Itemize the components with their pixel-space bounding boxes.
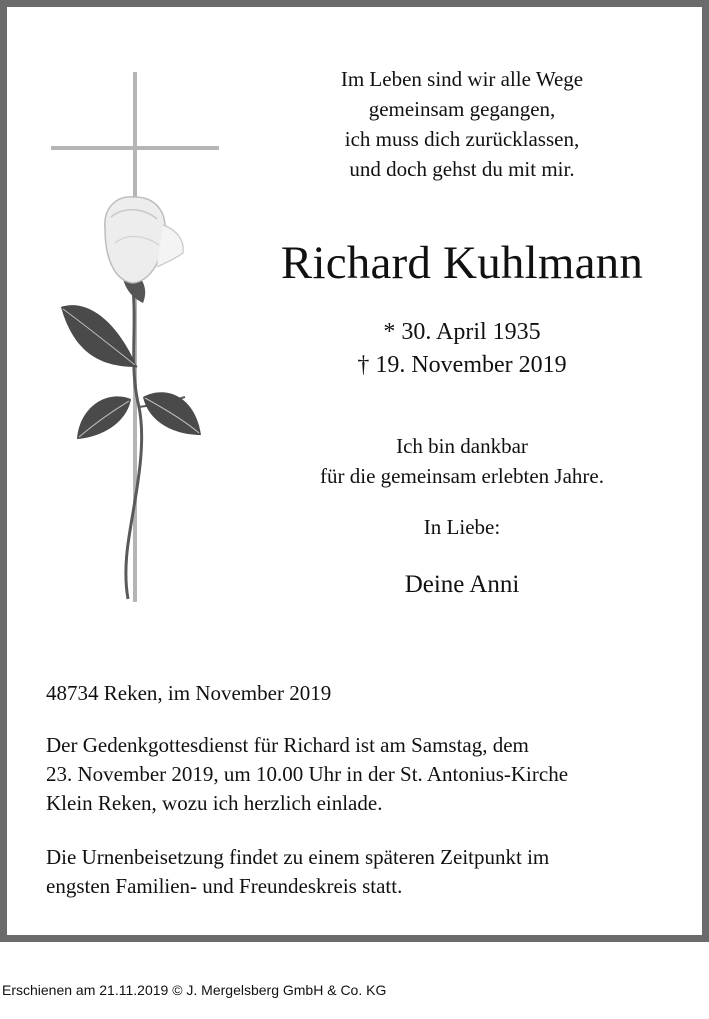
- poem-line: Im Leben sind wir alle Wege: [340, 67, 584, 91]
- love-text: In Liebe:: [423, 515, 501, 539]
- poem-line: und doch gehst du mit mir.: [349, 157, 575, 181]
- urn-line: Die Urnenbeisetzung findet zu einem späteren Zeitpunkt im: [46, 845, 550, 869]
- place-date: 48734 Reken, im November 2019: [46, 681, 332, 705]
- service-notice: [46, 731, 686, 818]
- life-dates: [247, 316, 677, 382]
- signer-name: Deine Anni: [404, 571, 520, 598]
- poem-line: gemeinsam gegangen,: [368, 97, 556, 121]
- urn-line: engsten Familien- und Freundeskreis statt.: [46, 874, 403, 898]
- poem: [247, 64, 677, 184]
- thanks-text: [247, 431, 677, 491]
- publication-footer: Erschienen am 21.11.2019 © J. Mergelsberg GmbH & Co. KG: [2, 982, 387, 998]
- service-line: Klein Reken, wozu ich herzlich einlade.: [46, 791, 383, 815]
- deceased-name: Richard Kuhlmann: [280, 237, 644, 289]
- poem-line: ich muss dich zurücklassen,: [344, 127, 580, 151]
- urn-notice: [46, 843, 686, 901]
- birth-date: * 30. April 1935: [383, 319, 541, 345]
- thanks-line: für die gemeinsam erlebten Jahre.: [320, 464, 604, 488]
- cross-horizontal-beam: [51, 146, 219, 150]
- service-line: Der Gedenkgottesdienst für Richard ist am Samstag, dem: [46, 733, 529, 757]
- cross-with-rose-icon: [45, 67, 235, 607]
- service-line: 23. November 2019, um 10.00 Uhr in der St. Antonius-Kirche: [46, 762, 569, 786]
- thanks-line: Ich bin dankbar: [396, 434, 528, 458]
- death-date: † 19. November 2019: [357, 352, 567, 378]
